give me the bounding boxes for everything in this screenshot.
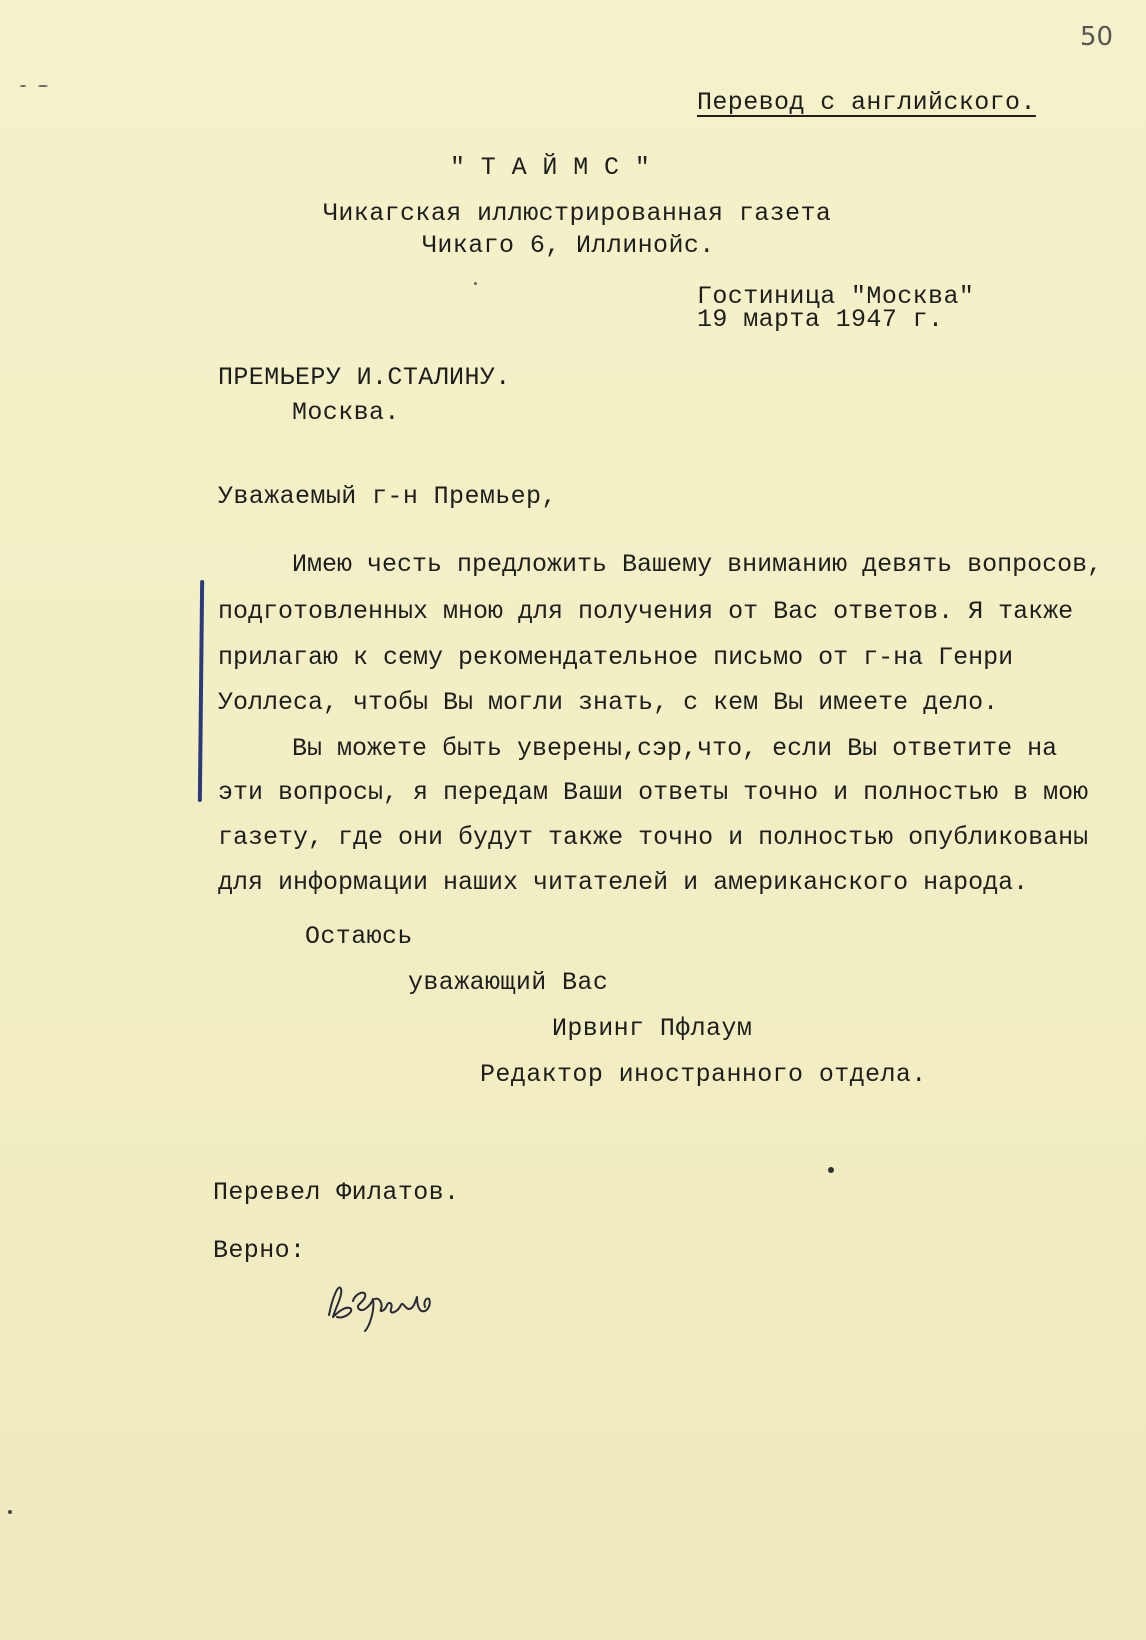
- body-line: прилагаю к сему рекомендательное письмо от г-на Генри: [218, 643, 1014, 672]
- body-line: подготовленных мною для получения от Вас ответов. Я также: [218, 597, 1074, 626]
- body-line: Уоллеса, чтобы Вы могли знать, с кем Вы имеете дело.: [218, 688, 999, 717]
- body-line: эти вопросы, я передам Ваши ответы точно и полностью в мою: [218, 778, 1089, 807]
- letter-date: 19 марта 1947 г.: [697, 305, 944, 334]
- signer-title: Редактор иностранного отдела.: [480, 1060, 927, 1089]
- letterhead-subtitle: Чикагская иллюстрированная газета: [323, 199, 832, 228]
- translator-note: Перевел Филатов.: [213, 1178, 460, 1207]
- ink-dot: [828, 1167, 834, 1173]
- body-line: для информации наших читателей и американского народа.: [218, 868, 1029, 897]
- sender-hotel: Гостиница "Москва": [697, 282, 975, 311]
- paper-speck: [38, 85, 48, 87]
- paper-speck: [474, 282, 477, 285]
- paper-speck: [8, 1510, 12, 1514]
- body-line: газету, где они будут также точно и полностью опубликованы: [218, 823, 1089, 852]
- body-line: Имею честь предложить Вашему вниманию девять вопросов,: [292, 550, 1103, 579]
- recipient-city: Москва.: [292, 398, 400, 427]
- page-number: 50: [1080, 22, 1114, 52]
- closing-line-2: уважающий Вас: [408, 968, 609, 997]
- signer-name: Ирвинг Пфлаум: [552, 1014, 753, 1043]
- handwritten-signature: [325, 1275, 445, 1335]
- certification-label: Верно:: [213, 1236, 306, 1265]
- salutation: Уважаемый г-н Премьер,: [218, 482, 557, 511]
- body-line: Вы можете быть уверены,сэр,что, если Вы ответите на: [292, 734, 1058, 763]
- recipient-name: ПРЕМЬЕРУ И.СТАЛИНУ.: [218, 363, 511, 392]
- letterhead-address: Чикаго 6, Иллинойс.: [422, 231, 715, 260]
- margin-mark: [198, 580, 204, 802]
- paper-speck: [20, 85, 26, 87]
- closing-line-1: Остаюсь: [305, 922, 413, 951]
- translation-note: Перевод с английского.: [697, 88, 1036, 117]
- letterhead-name: " Т А Й М С ": [450, 153, 651, 182]
